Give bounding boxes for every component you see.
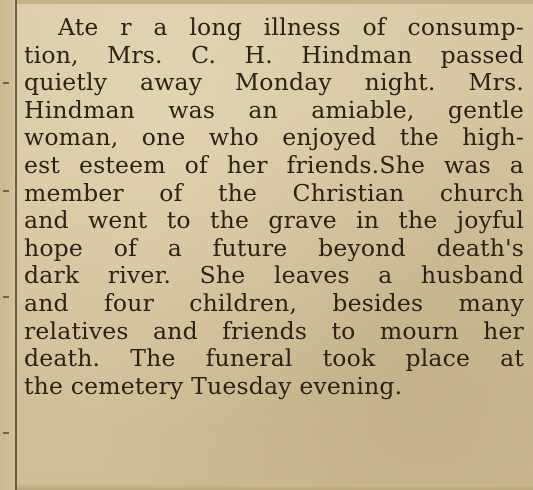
- article-line: hope of a future beyond death's: [24, 233, 524, 262]
- article-line: and went to the grave in the joyful: [24, 206, 524, 235]
- article-line: est esteem of her friends.She was a: [24, 150, 524, 179]
- article-line: quietly away Monday night. Mrs.: [24, 68, 524, 97]
- adjacent-column-margin: [0, 0, 14, 490]
- article-line: the cemetery Tuesday evening.: [24, 371, 403, 400]
- clipping-top-edge: [17, 0, 533, 4]
- margin-mark: [3, 82, 9, 84]
- article-line: tion, Mrs. C. H. Hindman passed: [24, 40, 524, 69]
- article-line: death. The funeral took place at: [24, 344, 524, 373]
- article-line: woman, one who enjoyed the high-: [24, 123, 524, 152]
- obituary-article: [24, 14, 524, 400]
- margin-mark: [3, 432, 9, 434]
- margin-mark: [3, 190, 9, 192]
- article-line: Hindman was an amiable, gentle: [24, 95, 524, 124]
- article-line: Ate r a long illness of consump-: [58, 13, 524, 41]
- margin-mark: [3, 296, 9, 298]
- article-line: relatives and friends to mourn her: [24, 316, 524, 345]
- article-line: and four children, besides many: [24, 288, 524, 317]
- article-line: member of the Christian church: [24, 178, 524, 207]
- clipping-bottom-edge: [17, 484, 533, 490]
- column-rule: [15, 0, 17, 490]
- article-line: dark river. She leaves a husband: [24, 261, 524, 290]
